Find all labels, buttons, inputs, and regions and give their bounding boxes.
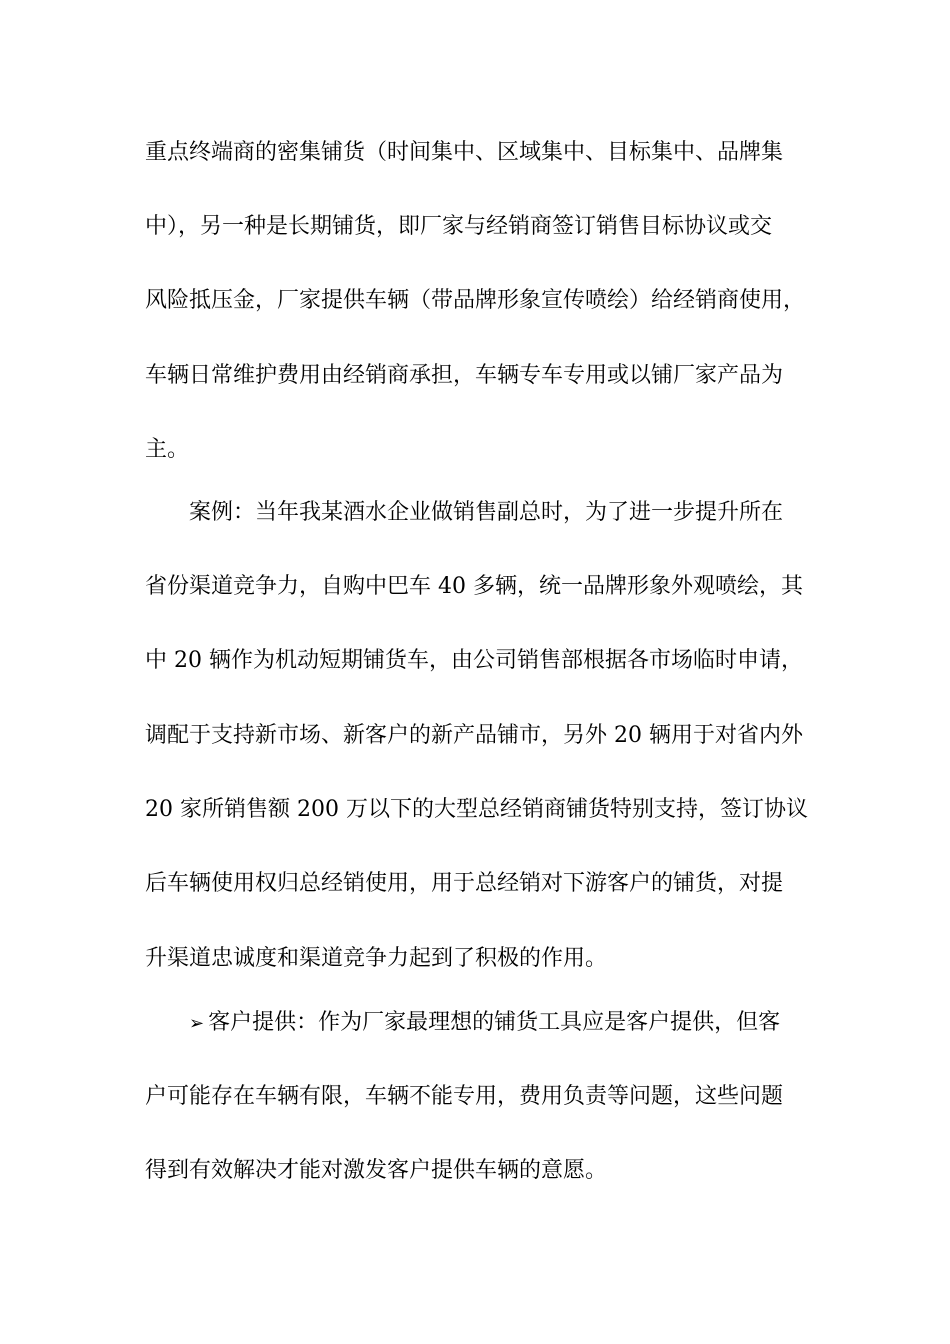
- arrow-bullet-icon: ➢: [189, 1013, 205, 1034]
- paragraph-3-line-2: 户可能存在车辆有限，车辆不能专用，费用负责等问题，这些问题: [145, 1084, 784, 1109]
- paragraph-2-line-5: 20 家所销售额 200 万以下的大型总经销商铺货特别支持，签订协议: [145, 797, 808, 822]
- paragraph-1-line-4: 车辆日常维护费用由经销商承担，车辆专车专用或以铺厂家产品为: [145, 363, 784, 388]
- paragraph-2-line-1: 案例：当年我某酒水企业做销售副总时，为了进一步提升所在: [189, 500, 784, 525]
- paragraph-1-line-2: 中），另一种是长期铺货，即厂家与经销商签订销售目标协议或交: [145, 214, 773, 239]
- paragraph-2-line-2: 省份渠道竞争力，自购中巴车 40 多辆，统一品牌形象外观喷绘，其: [145, 574, 803, 599]
- paragraph-1-line-1: 重点终端商的密集铺货（时间集中、区域集中、目标集中、品牌集: [145, 140, 784, 165]
- paragraph-2-line-7: 升渠道忠诚度和渠道竞争力起到了积极的作用。: [145, 946, 608, 971]
- paragraph-3-line-3: 得到有效解决才能对激发客户提供车辆的意愿。: [145, 1158, 608, 1183]
- paragraph-2-line-6: 后车辆使用权归总经销使用，用于总经销对下游客户的铺货，对提: [145, 871, 784, 896]
- paragraph-1-line-5: 主。: [145, 437, 190, 462]
- paragraph-3-line-1: [189, 1008, 780, 1039]
- paragraph-2-line-4: 调配于支持新市场、新客户的新产品铺市，另外 20 辆用于对省内外: [145, 723, 803, 748]
- paragraph-2-line-3: 中 20 辆作为机动短期铺货车，由公司销售部根据各市场临时申请，: [145, 648, 803, 673]
- paragraph-1-line-3: 风险抵压金，厂家提供车辆（带品牌形象宣传喷绘）给经销商使用，: [145, 288, 806, 313]
- paragraph-3-line-1-text: 客户提供：作为厂家最理想的铺货工具应是客户提供，但客: [208, 1010, 781, 1035]
